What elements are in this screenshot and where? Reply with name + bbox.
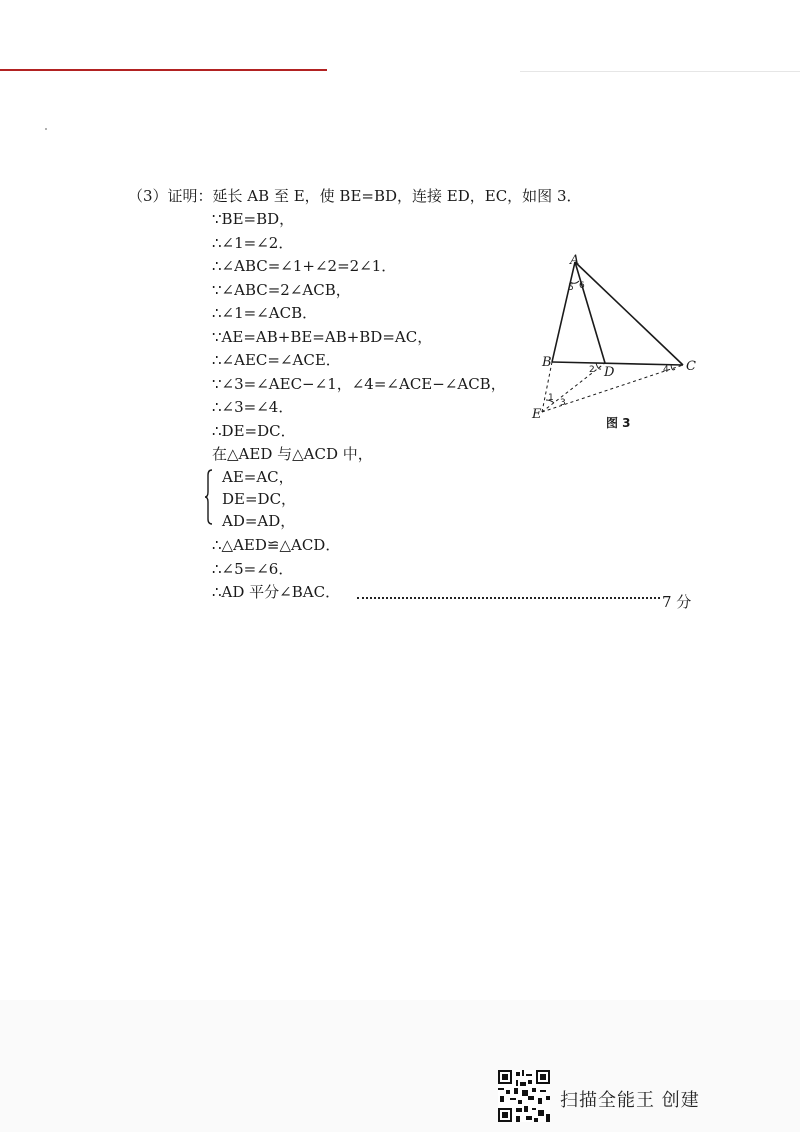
proof-step: ∴∠1=∠ACB． (212, 304, 318, 322)
segment-ac (575, 262, 683, 365)
system-eq: AD=AD， (222, 512, 296, 530)
point-label-b: B (542, 355, 552, 370)
system-brace (205, 469, 213, 525)
point-label-a: A (570, 253, 580, 268)
proof-step: 在△AED 与△ACD 中， (212, 445, 373, 463)
segment-ab (552, 262, 575, 362)
scan-speck (45, 128, 47, 130)
point-label-d: D (604, 365, 615, 380)
system-eq: DE=DC， (222, 490, 297, 508)
angle-label-2: 2 (589, 365, 595, 375)
proof-step: ∵AE=AB+BE=AB+BD=AC， (212, 328, 433, 346)
proof-step: ∵∠ABC=2∠ACB， (212, 281, 351, 299)
proof-step: ∵∠3=∠AEC−∠1，∠4=∠ACE−∠ACB， (212, 375, 506, 393)
figure-caption: 图 3 (606, 416, 631, 430)
proof-step: ∴DE=DC． (212, 422, 296, 440)
proof-step: ∴△AED≌△ACD． (212, 536, 341, 554)
scanner-watermark (498, 1068, 758, 1128)
triangle-figure (520, 250, 720, 440)
system-eq: AE=AC， (222, 468, 294, 486)
proof-step: ∴∠AEC=∠ACE． (212, 351, 341, 369)
point-label-e: E (532, 407, 542, 422)
proof-step: ∴∠1=∠2． (212, 234, 294, 252)
point-label-c: C (686, 359, 696, 374)
angle-label-6: 6 (579, 281, 585, 291)
segment-ed (542, 363, 605, 412)
angle-label-3: 3 (560, 398, 566, 408)
proof-step: ∵BE=BD， (212, 210, 295, 228)
qr-code-icon (498, 1070, 550, 1122)
angle-label-1: 1 (548, 393, 554, 403)
angle-label-4: 4 (663, 365, 669, 375)
proof-conclusion: ∴AD 平分∠BAC． (212, 583, 341, 601)
scanner-brand-text: 扫描全能王 创建 (560, 1090, 700, 1111)
proof-step: ∴∠ABC=∠1+∠2=2∠1． (212, 257, 397, 275)
proof-intro: （3）证明：延长 AB 至 E，使 BE=BD，连接 ED，EC，如图 3． (128, 187, 582, 205)
proof-step: ∴∠3=∠4． (212, 398, 294, 416)
score-label: 7 分 (662, 593, 692, 611)
angle-label-5: 5 (568, 283, 574, 293)
score-leader-dots (357, 597, 660, 601)
header-rule-faint (520, 71, 800, 72)
proof-step: ∴∠5=∠6． (212, 560, 294, 578)
header-rule (0, 69, 327, 71)
